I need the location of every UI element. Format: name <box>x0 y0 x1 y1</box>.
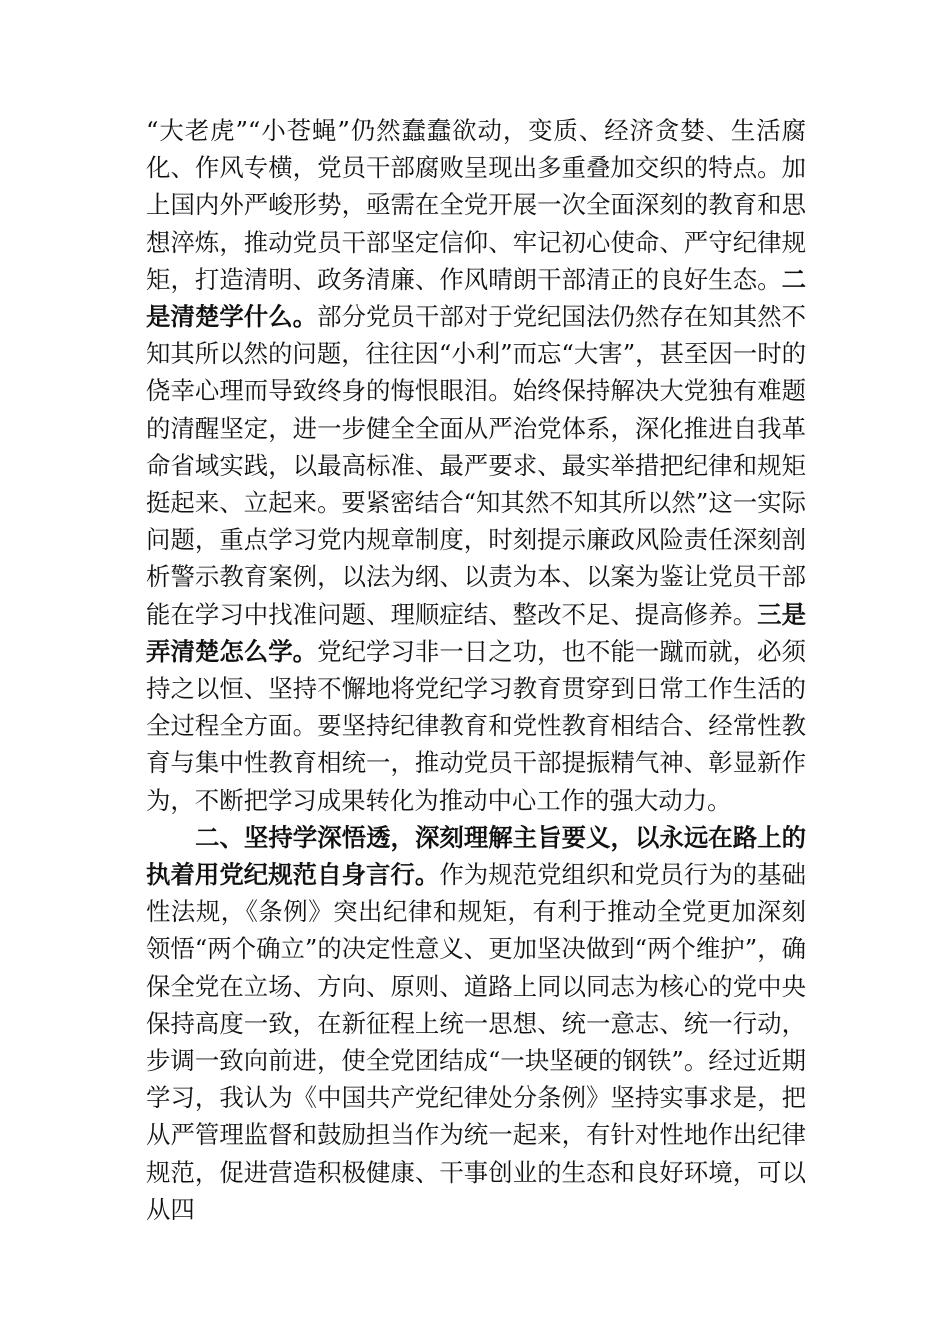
text-run: “大老虎”“小苍蝇”仍然蠢蠢欲动，变质、经济贪婪、生活腐化、作风专横，党员干部腐败呈现出多重叠加交织的特点。加上国内外严峻形势，亟需在全党开展一次全面深刻的教育和思想淬炼，推动党员干部坚定信仰、牢记初心使命、严守纪律规矩，打造清明、政务清廉、作风晴朗干部清正的良好生态。 <box>146 116 806 294</box>
heading-run-three: 三是弄清楚怎么学。 <box>146 599 806 666</box>
text-run: 作为规范党组织和党员行为的基础性法规，《条例》突出纪律和规矩，有利于推动全党更加深刻领悟“两个确立”的决定性意义、更加坚决做到“两个维护”，确保全党在立场、方向、原则、道路上同以同志为核心的党中央保持高度一致，在新征程上统一思想、统一意志、统一行动，步调一致向前进，使全党团结成“一块坚硬的钢铁”。经过近期学习，我认为《中国共产党纪律处分条例》坚持实事求是，把从严管理监督和鼓励担当作为统一起来，有针对性地作出纪律规范，促进营造积极健康、干事创业的生态和良好环境，可以从四 <box>146 860 806 1224</box>
text-run: 部分党员干部对于党纪国法仍然存在知其然不知其所以然的问题，往往因“小利”而忘“大害”，甚至因一时的侥幸心理而导致终身的悔恨眼泪。始终保持解决大党独有难题的清醒坚定，进一步健全全面从严治党体系，深化推进自我革命省域实践，以最高标准、最严要求、最实举措把纪律和规矩挺起来、立起来。要紧密结合“知其然不知其所以然”这一实际问题，重点学习党内规章制度，时刻提示廉政风险责任深刻剖析警示教育案例，以法为纲、以责为本、以案为鉴让党员干部能在学习中找准问题、理顺症结、整改不足、提高修养。 <box>146 302 806 629</box>
section-heading: 二、坚持学深悟透，深刻理解主旨要义，以永远在路上的执着用党纪规范自身言行。 <box>146 822 806 890</box>
document-page <box>146 112 806 1228</box>
text-run: 党纪学习非一日之功，也不能一蹴而就，必须持之以恒、坚持不懈地将党纪学习教育贯穿到日常工作生活的全过程全方面。要坚持纪律教育和党性教育相结合、经常性教育与集中性教育相统一，推动党员干部提振精气神、彰显新作为，不断把学习成果转化为推动中心工作的强大动力。 <box>146 636 806 815</box>
paragraph-1 <box>146 112 806 819</box>
heading-run-two: 二是清楚学什么。 <box>146 264 806 332</box>
paragraph-2 <box>146 819 806 1228</box>
